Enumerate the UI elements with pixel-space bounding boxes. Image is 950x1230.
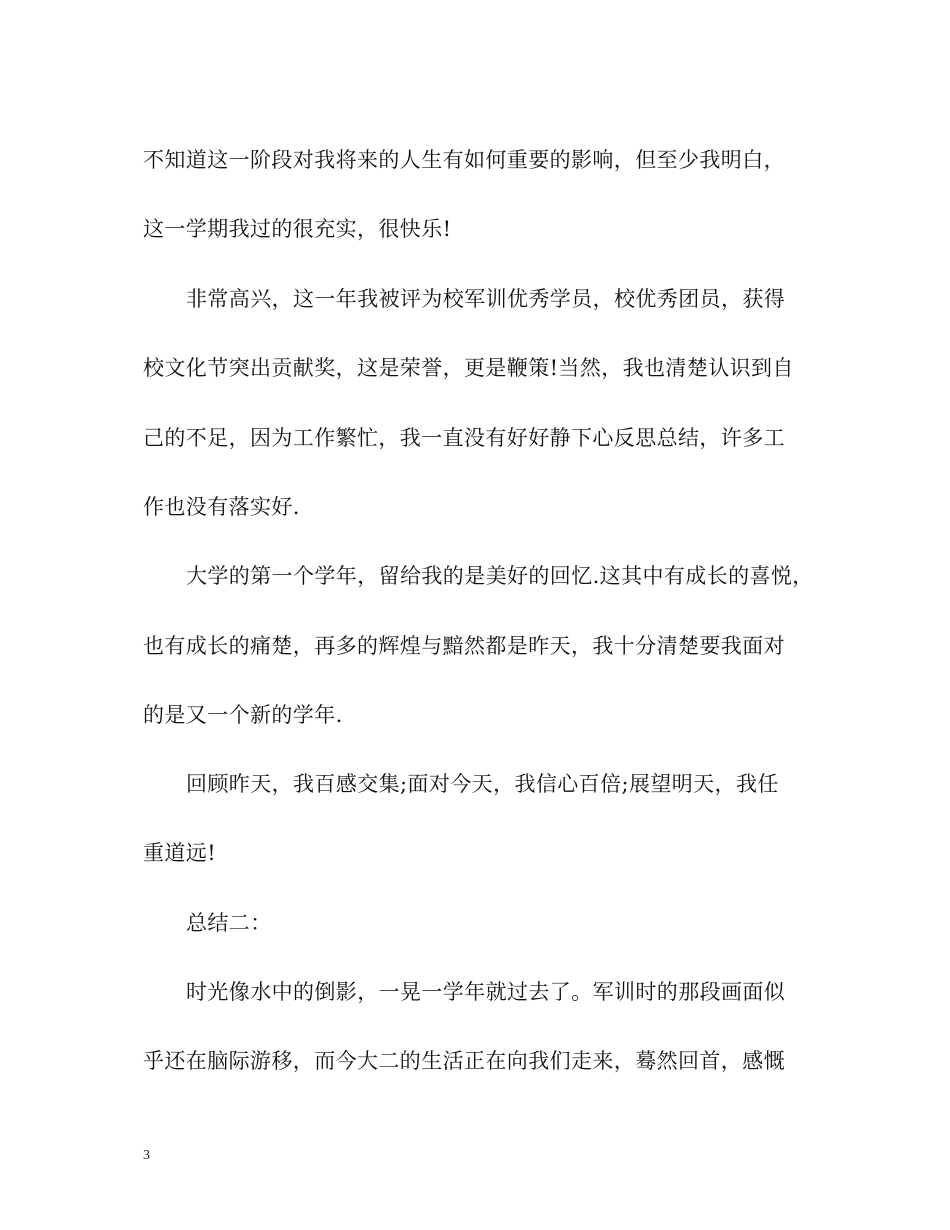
text-line: 己的不足，因为工作繁忙，我一直没有好好静下心反思总结，许多工 bbox=[143, 426, 785, 450]
text-line: 这一学期我过的很充实，很快乐! bbox=[143, 217, 452, 241]
text-line: 重道远! bbox=[143, 841, 217, 865]
text-line: 校文化节突出贡献奖，这是荣誉，更是鞭策!当然，我也清楚认识到自 bbox=[143, 356, 794, 380]
section-heading: 总结二： bbox=[186, 911, 272, 935]
text-line: 大学的第一个学年，留给我的是美好的回忆.这其中有成长的喜悦， bbox=[186, 564, 814, 588]
text-line: 时光像水中的倒影，一晃一学年就过去了。军训时的那段画面似 bbox=[186, 980, 786, 1004]
text-line: 也有成长的痛楚，再多的辉煌与黯然都是昨天，我十分清楚要我面对 bbox=[143, 634, 785, 658]
text-line: 的是又一个新的学年. bbox=[143, 703, 343, 727]
text-line: 作也没有落实好. bbox=[143, 495, 300, 519]
text-line: 非常高兴，这一年我被评为校军训优秀学员，校优秀团员，获得 bbox=[186, 287, 786, 311]
page-number: 3 bbox=[143, 1148, 150, 1163]
text-line: 不知道这一阶段对我将来的人生有如何重要的影响，但至少我明白， bbox=[143, 148, 785, 172]
text-line: 乎还在脑际游移，而今大二的生活正在向我们走来，蓦然回首，感慨 bbox=[143, 1049, 785, 1073]
text-line: 回顾昨天，我百感交集;面对今天，我信心百倍;展望明天，我任 bbox=[186, 772, 779, 796]
